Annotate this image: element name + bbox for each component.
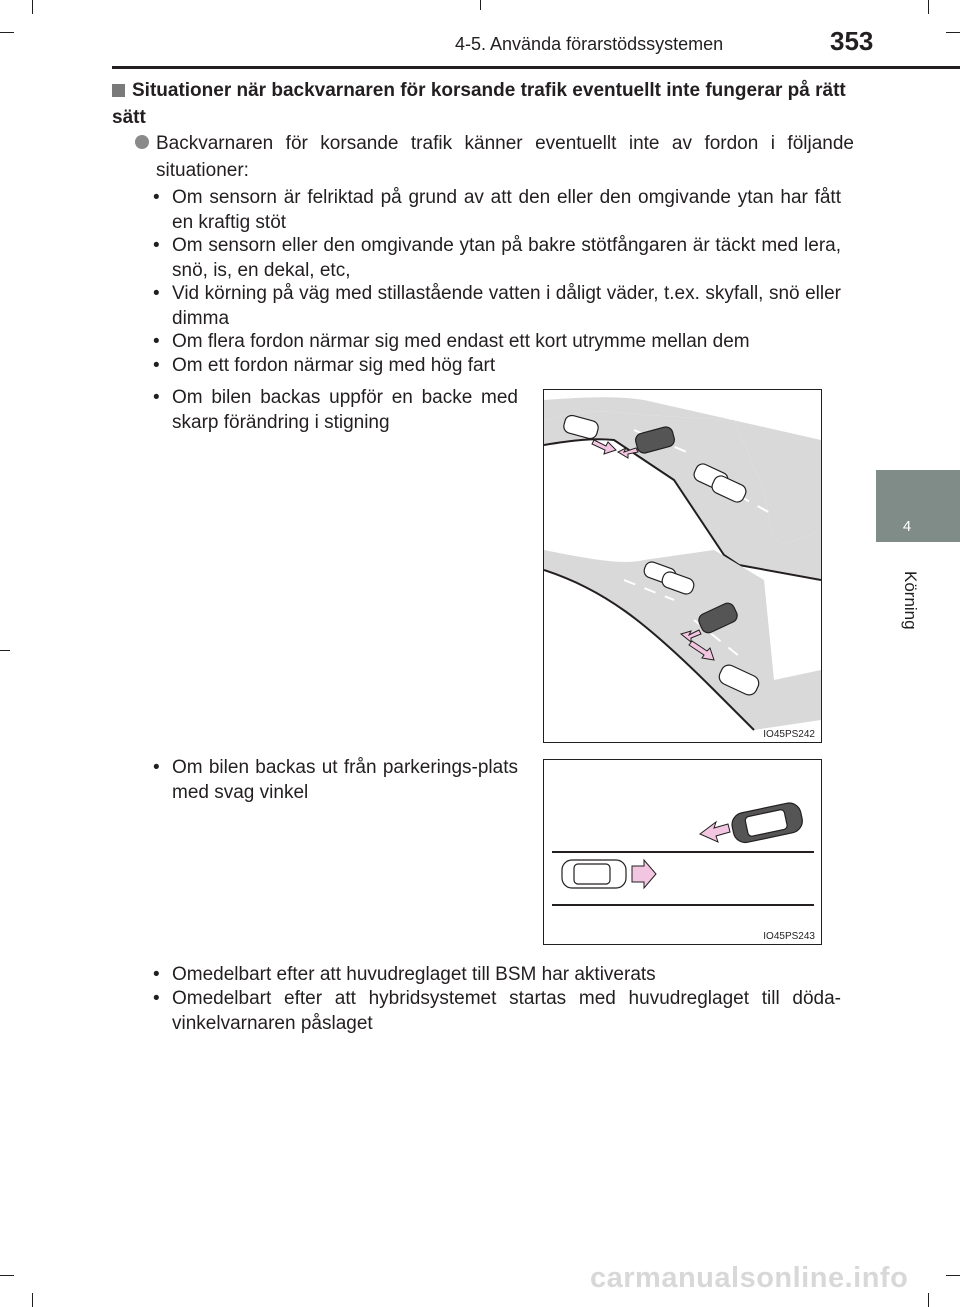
bullet-dot: •	[153, 964, 160, 985]
bullet-dot: •	[153, 331, 160, 352]
slope-illustration	[544, 390, 821, 742]
chapter-number: 4	[902, 518, 912, 535]
bullet-dot: •	[153, 187, 160, 208]
bullet-dot: •	[153, 988, 160, 1009]
list-item: • Om ett fordon närmar sig med hög fart	[153, 355, 496, 376]
section-title-text: Situationer när backvarnaren för korsande trafik eventuellt inte fungerar på rätt sätt	[112, 80, 846, 128]
bullet-dot: •	[153, 235, 160, 256]
crop-mark	[32, 1293, 33, 1307]
square-bullet-icon	[112, 84, 125, 97]
header-rule	[112, 66, 960, 69]
list-item: • Om sensorn är felriktad på grund av att den eller den omgivande ytan har fått en kraftig stöt	[153, 187, 841, 233]
figure-code: IO45PS242	[763, 729, 815, 740]
running-header: 4-5. Använda förarstödssystemen	[455, 34, 724, 54]
list-item: • Omedelbart efter att hybridsystemet startas med huvudreglaget till döda-vinkelvarnaren påslaget	[153, 988, 841, 1034]
bullet-dot: •	[153, 283, 160, 304]
crop-mark	[0, 650, 10, 651]
crop-mark	[946, 32, 960, 33]
bullet-dot: •	[153, 757, 160, 778]
crop-mark	[946, 1275, 960, 1276]
circle-bullet-icon	[135, 135, 149, 149]
figure-parking	[543, 759, 822, 945]
list-item: • Om sensorn eller den omgivande ytan på bakre stötfångaren är täckt med lera, snö, is, en dekal, etc,	[153, 235, 841, 281]
parking-illustration	[544, 760, 821, 944]
list-item: • Omedelbart efter att huvudreglaget till BSM har aktiverats	[153, 964, 656, 985]
crop-mark	[480, 0, 481, 10]
figure-code: IO45PS243	[763, 931, 815, 942]
chapter-title: Körning	[901, 571, 920, 630]
bullet-dot: •	[153, 387, 160, 408]
list-item: • Vid körning på väg med stillastående vatten i dåligt väder, t.ex. skyfall, snö eller dimma	[153, 283, 841, 329]
crop-mark	[928, 0, 929, 14]
crop-mark	[32, 0, 33, 14]
crop-mark	[928, 1293, 929, 1307]
list-item: • Om bilen backas uppför en backe med skarp förändring i stigning	[153, 387, 518, 433]
list-item: • Om bilen backas ut från parkerings-plats med svag vinkel	[153, 757, 518, 803]
intro-text: Backvarnaren för korsande trafik känner eventuellt inte av fordon i följande situationer:	[156, 133, 854, 181]
chapter-tab-upper	[876, 470, 960, 542]
chapter-tab-lower	[876, 545, 960, 690]
watermark: carmanualsonline.info	[590, 1262, 909, 1294]
crop-mark	[0, 1275, 14, 1276]
bullet-dot: •	[153, 355, 160, 376]
intro-paragraph	[135, 130, 854, 184]
list-item: • Om flera fordon närmar sig med endast ett kort utrymme mellan dem	[153, 331, 750, 352]
page-number: 353	[830, 26, 874, 56]
crop-mark	[0, 32, 14, 33]
figure-slope	[543, 389, 822, 743]
section-heading	[112, 77, 854, 131]
